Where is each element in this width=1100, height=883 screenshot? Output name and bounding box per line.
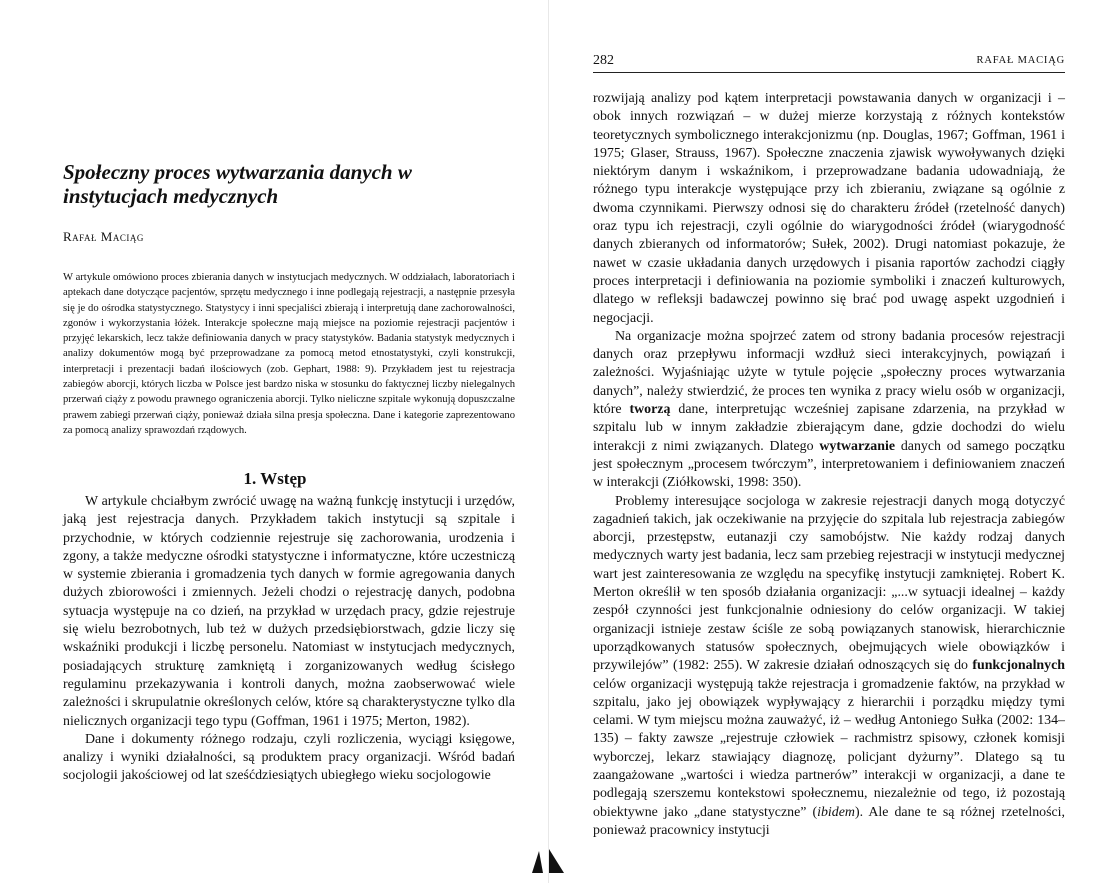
text-run: dane, interpretując wcześniej zapisane zdarzenia, na przykład w szpitalu lub w innym zakładzie zbierającym dane, gdzie dochodzi do wielu interakcji z nimi związanych. Dlatego (593, 402, 1066, 454)
article-abstract: W artykule omówiono proces zbierania danych w instytucjach medycznych. W oddziałach, laboratoriach i aptekach dane dotyczące pacjentów, sprzętu medycznego i inne podlegają rejestracji, a następnie przesyła się je do ośrodka statystycznego. Statystycy i inni specjaliści zbierają i interpretują dane zachorowalności, zgonów i wykorzystania łóżek. Interakcje społeczne mają miejsce na poziomie rejestracji pacjentów i przyjęć lekarskich, lecz także definiowania danych w pracy statystyków. Badania statystyk medycznych i analizy dokumentów mogą być przeprowadzane za pomocą metod etnostatystyki, czyli konstrukcji, interpretacji i prezentacji badań ilościowych (zob. Gephart, 1988: 9). Przykładem jest tu rejestracja zabiegów aborcji, których liczba w Polsce jest bardzo niska w stosunku do faktycznej liczby nielegalnych przerwań ciąży z powodu prawnego ograniczenia aborcji. Tylko nieliczne szpitale wykonują dopuszczalne prawem zabiegi przerwań ciąży, ponieważ działa silna presja społeczna. Dane i kategorie zaprezentowano za pomocą analizy sprawozdań rządowych. (63, 272, 515, 436)
text-run: celów organizacji występują także rejestracja i gromadzenie faktów, na przykład w szpitalu, jako jej obowiązek wypływający z hierarchii i porządku między tymi celami. W tym miejscu można zauważyć, iż – według Antoniego Sułka (2002: 134–135) – fakty zawsze „rejestruje człowiek – rachmistrz spisowy, członek komisji wyborczej, lekarz stawiający diagnozę, policjant dyżurny”. Dlatego są tu zaangażowane „wartości i wiedza partnerów” interakcji w organizacji, a dane te podlegają szerszemu kontekstowi społecznemu, niezależnie od tego, iż pozostają obiektywne jako „dane statystyczne” ( (593, 676, 1065, 820)
body-paragraph (593, 328, 1065, 493)
text-run: Na organizacje można spojrzeć zatem od strony badania procesów rejestracji danych oraz przepływu informacji wzdłuż sieci interakcyjnych, powiązań i zależności. Wyjaśniając użyte w tytule pojęcie „społeczny proces wytwarzania danych”, należy stwierdzić, że proces ten wynika z pracy wielu osób w organizacji, które (593, 328, 1065, 418)
body-paragraph: Dane i dokumenty różnego rodzaju, czyli rozliczenia, wyciągi księgowe, analizy i wyniki działalności, są produktem pracy organizacji. Wśród badań socjologii jakościowej od lat sześćdziesiątych ubiegłego wieku socjologowie (63, 731, 515, 784)
body-paragraph (593, 493, 1065, 841)
emphasis-text: tworzą (629, 402, 671, 418)
article-author (63, 229, 144, 245)
text-run: danych od samego początku jest społecznym „procesem twórczym”, interpretowaniem i definiowaniem znaczeń w interakcji (Ziółkowski, 1998: 350). (593, 438, 1065, 491)
right-body-text (593, 90, 1065, 840)
text-run: ). Ale dane te są różnej rzetelności, ponieważ pracownicy instytucji (593, 804, 1065, 838)
page-header (593, 50, 1065, 73)
article-title: Społeczny proces wytwarzania danych w instytucjach medycznych (63, 160, 412, 208)
author-last-name: Maciąg (100, 229, 144, 244)
left-body-text (63, 493, 515, 786)
italic-text: ibidem (817, 804, 855, 820)
body-paragraph: W artykule chciałbym zwrócić uwagę na ważną funkcję instytucji i urzędów, jaką jest rejestracja danych. Przykładem takich instytucji są szpitale i przychodnie, w których codziennie rejestruje się zachorowania, urodzenia i zgony, a także medyczne ośrodki statystyczne i informatyczne, które uczestniczą w systemie zbierania i gromadzenia tych danych w formie agregowania danych dużych zbiorowości i zmiennych. Jeżeli chodzi o rejestrację danych, podobna sytuacja występuje na co dzień, na przykład w urzędach pracy, gdzie rejestruje się wielu bezrobotnych, lub też w dużych przedsiębiorstwach, gdzie liczy się wskaźniki produkcji i liczbę personelu. Natomiast w instytucjach medycznych, posiadających strukturę zamkniętą i zorganizowanych według ścisłego regulaminu przekazywania i kontroli danych, można zaobserwować wiele zależności i skrupulatnie określonych celów, które są charakterystyczne tylko dla nielicznych organizacji tego typu (Goffman, 1961 i 1975; Merton, 1982). (63, 494, 515, 729)
section-heading: 1. Wstęp (243, 469, 307, 488)
author-first-name: Rafał (63, 229, 98, 244)
emphasis-text: funkcjonalnych (972, 658, 1065, 674)
text-run: Problemy interesujące socjologa w zakresie rejestracji danych mogą dotyczyć zagadnień takich, jak oczekiwanie na przyjęcie do szpitala lub rejestracja zabiegów aborcji, przestępstw, eutanazji czy samobójstw. Nie każdy rodzaj danych medycznych warty jest badania, lecz sam przebieg rejestracji w instytucji medycznej wart jest zainteresowania ze względu na specyfikę instytucji zamkniętej. Robert K. Merton określił w ten sposób działania organizacji: „...w sytuacji idealnej – każdy zespół czynności jest funkcjonalnie odniesiony do celów organizacji. W takiej organizacji istnieje zestaw ściśle ze sobą powiązanych stanowisk, hierarchicznie uporządkowanych statusów społecznych, obejmujących wiele obowiązków i przywilejów” (1982: 255). W zakresie działań odnoszących się do (593, 493, 1065, 674)
page-number: 282 (593, 53, 614, 68)
emphasis-text: wytwarzanie (819, 438, 895, 454)
body-paragraph: rozwijają analizy pod kątem interpretacji powstawania danych w organizacji i – obok innych rozwiązań – w dużej mierze korzystają z różnych kontekstów teoretycznych symbolicznego interakcjonizmu (np. Douglas, 1967; Goffman, 1961 i 1975; Glaser, Strauss, 1967). Społeczne znaczenia zjawisk wywoływanych dzięki niektórym danym i wskaźnikom, i przeprowadzane badania udowadniają, że różnego typu interakcje występujące przy ich zbieraniu, związane są ogólnie z dwoma czynnikami. Pierwszy odnosi się do charakteru źródeł (rzetelność danych) oraz typu ich rejestracji, czyli ogólnie do wiarygodności źródeł (wiarygodność danych zbieranych od informatorów; Sułek, 2002). Drugi natomiast pokazuje, że nawet w czasie układania danych urzędowych i pisania raportów zachodzi ciągły proces interpretacji i definiowania na poziomie symboliki i znaczeń kulturowych, dlatego w refleksji badawczej powinno się brać pod uwagę aspekt uzgodnień i negocjacji. (593, 91, 1065, 326)
running-head: RAFAŁ MACIĄG (976, 55, 1065, 66)
publisher-logo-icon (528, 845, 568, 875)
